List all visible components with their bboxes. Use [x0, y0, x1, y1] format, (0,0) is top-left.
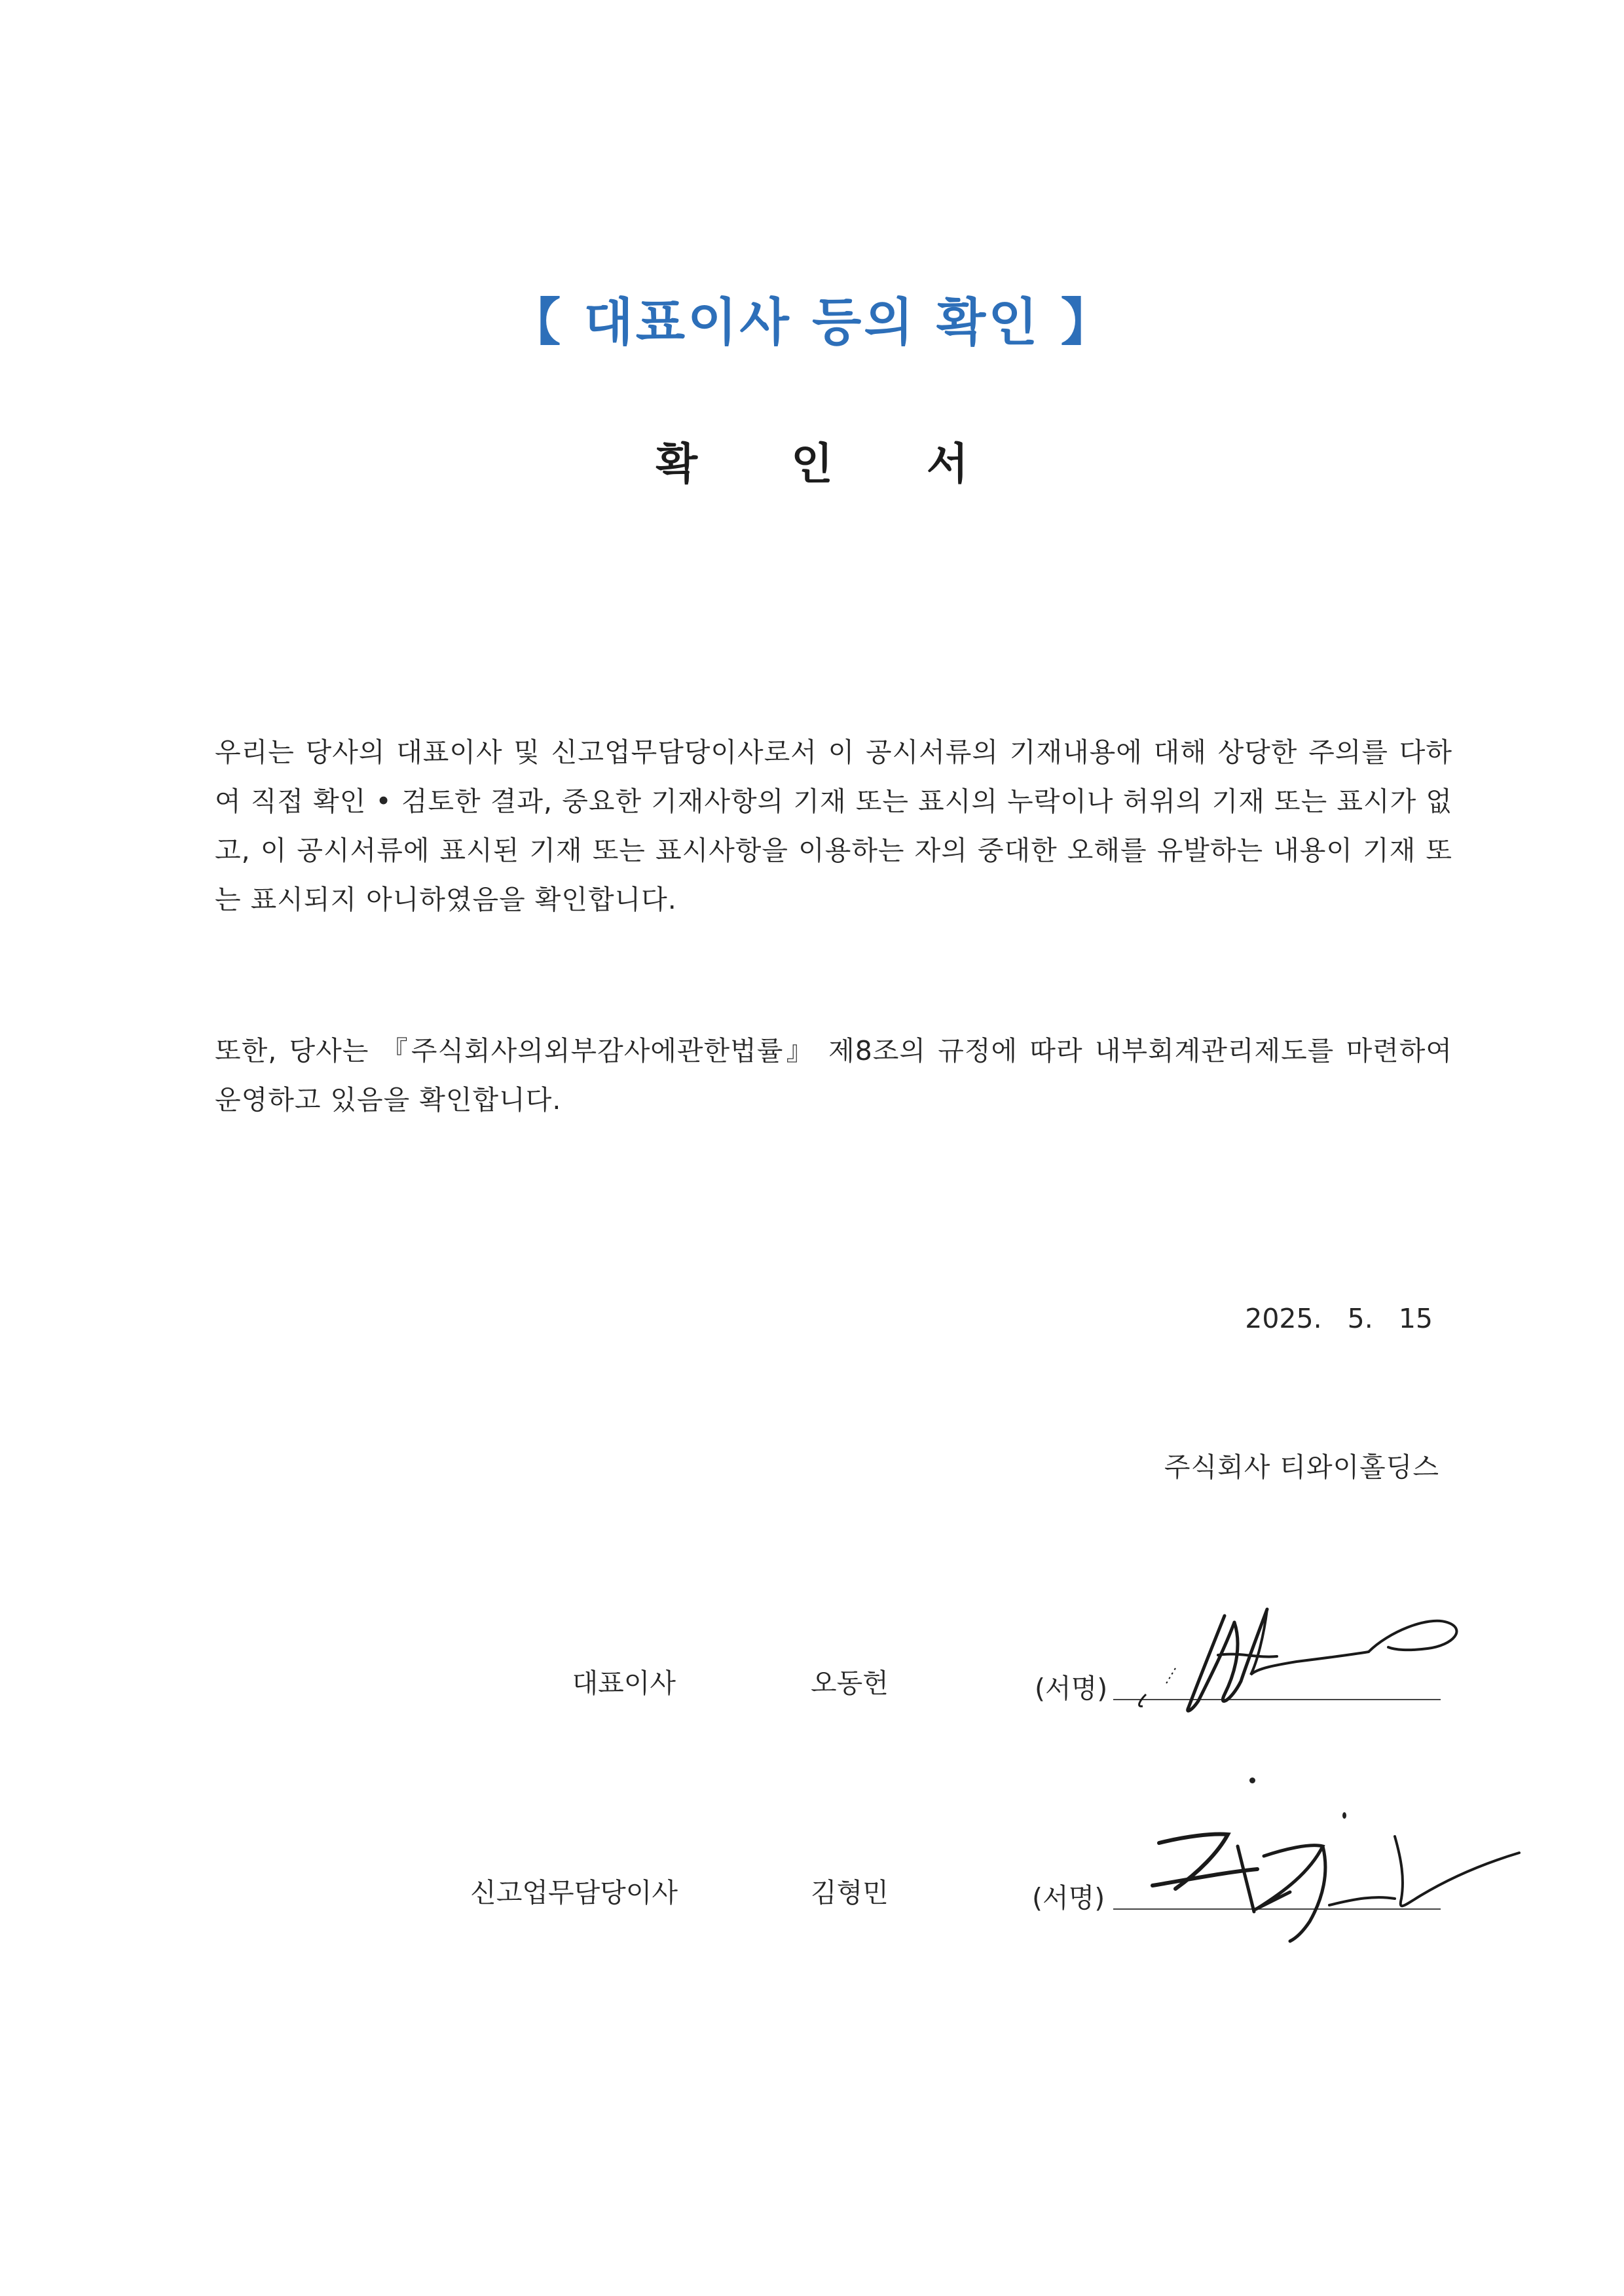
signatory-role: 대표이사: [572, 1667, 676, 1699]
company-name: 주식회사 티와이홀딩스: [1164, 1451, 1439, 1483]
signatory-name: 김형민: [811, 1877, 889, 1908]
handwritten-signature-reporting-director: [1113, 1807, 1532, 1958]
document-date: 2025. 5. 15: [1245, 1303, 1433, 1334]
signature-row-ceo: [0, 1635, 1624, 1734]
document-subtitle: 확 인 서: [655, 439, 1008, 489]
document-heading: [0, 282, 1624, 355]
ink-dot: [1249, 1777, 1255, 1783]
heading-open-bracket: 【: [509, 293, 564, 352]
confirmation-paragraph: 우리는 당사의 대표이사 및 신고업무담당이사로서 이 공시서류의 기재내용에 대해 상당한 주의를 다하여 직접 확인 • 검토한 결과, 중요한 기재사항의 기재 또는 표시의 누락이나 허위의 기재 또는 표시가 없고, 이 공시서류에 표시된 기재 또는 표시사항을 이용하는 자의 중대한 오해를 유발하는 내용이 기재 또는 표시되지 아니하였음을 확인합니다.: [215, 737, 1452, 915]
signatory-name: 오동헌: [811, 1667, 889, 1699]
internal-control-paragraph: 또한, 당사는 『주식회사의외부감사에관한법률』 제8조의 규정에 따라 내부회계관리제도를 마련하여 운영하고 있음을 확인합니다.: [215, 1035, 1452, 1116]
signature-row-reporting-director: [0, 1853, 1624, 1951]
signature-label: (서명): [1032, 1882, 1105, 1914]
signature-label: (서명): [1035, 1673, 1108, 1704]
heading-title: 대표이사 등의 확인: [583, 293, 1041, 352]
signatory-role: 신고업무담당이사: [470, 1877, 678, 1908]
heading-close-bracket: 】: [1060, 293, 1115, 352]
handwritten-signature-ceo: [1126, 1596, 1480, 1727]
